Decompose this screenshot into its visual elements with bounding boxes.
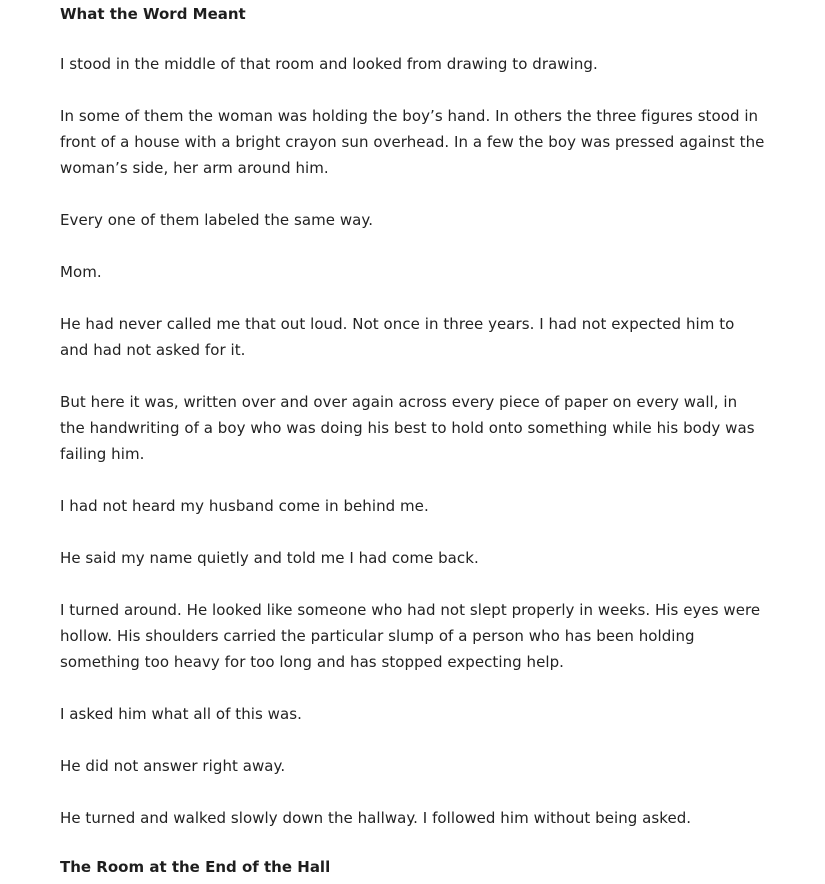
- paragraph: Every one of them labeled the same way.: [60, 211, 374, 229]
- paragraph: I had not heard my husband come in behind me.: [60, 497, 429, 515]
- paragraph: He had never called me that out loud. Not once in three years. I had not expected him to and had not asked for it.: [60, 315, 735, 359]
- paragraph: I asked him what all of this was.: [60, 705, 302, 723]
- paragraph: But here it was, written over and over again across every piece of paper on every wall, in the handwriting of a boy who was doing his best to hold onto something while his body was failing him.: [60, 393, 755, 463]
- paragraph: He said my name quietly and told me I had come back.: [60, 549, 479, 567]
- article-body: [60, 4, 765, 877]
- paragraph: Mom.: [60, 263, 102, 281]
- section-heading: The Room at the End of the Hall: [60, 858, 331, 876]
- paragraph: In some of them the woman was holding the boy’s hand. In others the three figures stood in front of a house with a bright crayon sun overhead. In a few the boy was pressed against the woman’s side, her arm around him.: [60, 107, 765, 177]
- paragraph: He turned and walked slowly down the hallway. I followed him without being asked.: [60, 809, 692, 827]
- paragraph: I stood in the middle of that room and looked from drawing to drawing.: [60, 55, 598, 73]
- section-heading: What the Word Meant: [60, 5, 246, 23]
- paragraph: He did not answer right away.: [60, 757, 286, 775]
- paragraph: I turned around. He looked like someone who had not slept properly in weeks. His eyes were hollow. His shoulders carried the particular slump of a person who has been holding something too heavy for too long and has stopped expecting help.: [60, 601, 761, 671]
